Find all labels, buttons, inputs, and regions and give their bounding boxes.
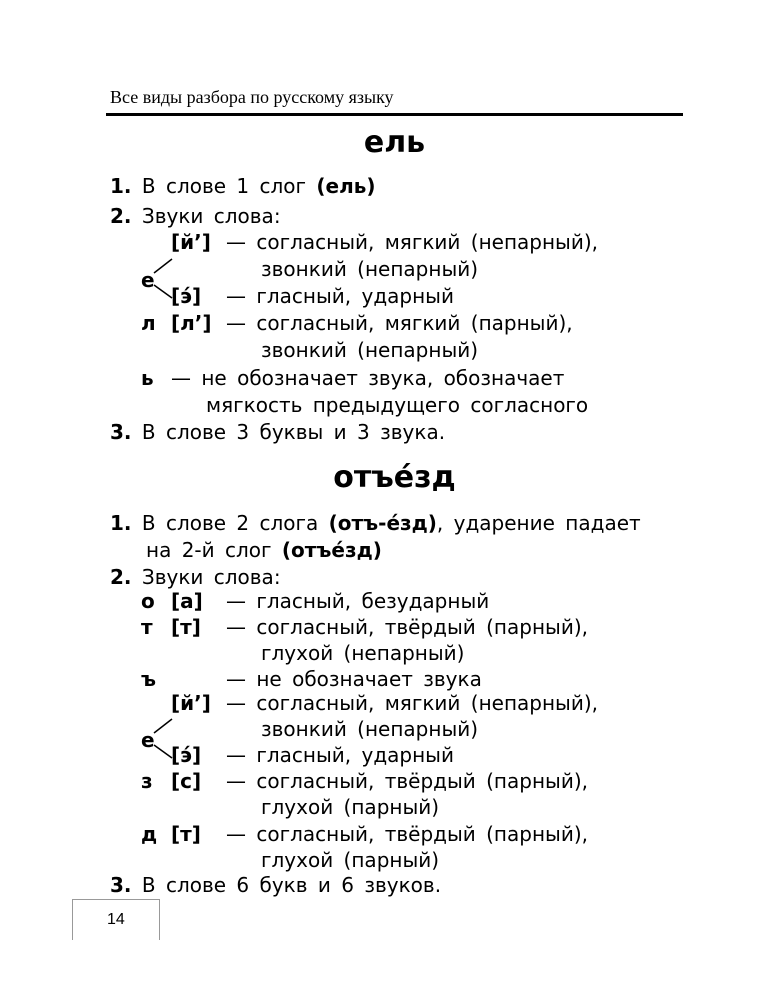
- w1-branch-up: [154, 259, 172, 273]
- w1-l-desc2: звонкий (непарный): [261, 338, 479, 362]
- w2-z-letter: з: [141, 769, 153, 793]
- w2-d-letter: д: [141, 822, 158, 846]
- w2-point-3-text: В слове 6 букв и 6 звуков.: [141, 873, 442, 897]
- word-title-otezd: отъе́зд: [333, 460, 456, 495]
- w1-point-1-bold: (ель): [316, 174, 376, 198]
- w1-e-j-desc2: звонкий (непарный): [261, 257, 479, 281]
- w2-o-desc: — гласный, безударный: [226, 589, 490, 613]
- w1-point-3-number: 3.: [110, 420, 132, 444]
- w1-e-letter: е: [141, 268, 155, 292]
- w2-e-e-sound: [э́]: [171, 743, 202, 767]
- w1-l-desc1: — согласный, мягкий (парный),: [226, 311, 573, 335]
- w2-d-sound: [т]: [171, 822, 201, 846]
- w2-branch-up: [154, 719, 172, 733]
- w2-z-sound: [с]: [171, 769, 202, 793]
- w1-e-j-desc1: — согласный, мягкий (непарный),: [226, 230, 599, 254]
- w2-point-1-line2-text: на 2-й слог: [146, 538, 282, 562]
- w2-e-e-desc: — гласный, ударный: [226, 743, 454, 767]
- w2-point-3-number: 3.: [110, 873, 132, 897]
- w1-soft-desc2: мягкость предыдущего согласного: [206, 393, 589, 417]
- word-title-el: ель: [363, 125, 426, 160]
- running-header: Все виды разбора по русскому языку: [110, 87, 394, 107]
- w2-d-desc2: глухой (парный): [261, 848, 440, 872]
- w1-e-e-sound: [э́]: [171, 284, 202, 308]
- w1-e-e-desc: — гласный, ударный: [226, 284, 454, 308]
- w2-e-j-desc2: звонкий (непарный): [261, 717, 479, 741]
- w1-branch-down: [154, 285, 172, 298]
- w2-t-sound: [т]: [171, 615, 201, 639]
- w2-z-desc2: глухой (парный): [261, 795, 440, 819]
- w1-soft-letter: ь: [141, 366, 154, 390]
- w2-t-desc2: глухой (непарный): [261, 641, 465, 665]
- w2-t-desc1: — согласный, твёрдый (парный),: [226, 615, 588, 639]
- w2-o-sound: [а]: [171, 589, 203, 613]
- page-number: 14: [107, 911, 125, 928]
- w1-point-1-number: 1.: [110, 174, 132, 198]
- w1-e-j-sound: [й’]: [171, 230, 211, 254]
- w1-point-1-text: В слове 1 слог: [141, 174, 317, 198]
- w2-e-j-sound: [й’]: [171, 691, 211, 715]
- w2-e-j-desc1: — согласный, мягкий (непарный),: [226, 691, 599, 715]
- w1-point-2-number: 2.: [110, 204, 132, 228]
- w2-branch-down: [154, 745, 172, 758]
- w1-l-sound: [л’]: [171, 311, 212, 335]
- w2-point-1-text-a: В слове 2 слога: [141, 511, 329, 535]
- w1-point-2-text: Звуки слова:: [141, 204, 281, 228]
- w2-z-desc1: — согласный, твёрдый (парный),: [226, 769, 588, 793]
- w2-e-letter: е: [141, 728, 155, 752]
- w2-point-2-text: Звуки слова:: [141, 565, 281, 589]
- w2-point-1-number: 1.: [110, 511, 132, 535]
- w2-point-1-bold: (отъ-е́зд): [328, 511, 437, 535]
- w2-hard-desc: — не обозначает звука: [226, 667, 482, 691]
- w2-o-letter: о: [141, 589, 155, 613]
- w2-point-1-text-b: , ударение падает: [436, 511, 641, 535]
- w1-soft-desc1: — не обозначает звука, обозначает: [171, 366, 565, 390]
- w2-point-1-line2-bold: (отъе́зд): [281, 538, 382, 562]
- w2-t-letter: т: [141, 615, 153, 639]
- w1-point-3-text: В слове 3 буквы и 3 звука.: [141, 420, 446, 444]
- w2-hard-letter: ъ: [141, 667, 157, 691]
- w2-point-2-number: 2.: [110, 565, 132, 589]
- w1-l-letter: л: [141, 311, 156, 335]
- w2-d-desc1: — согласный, твёрдый (парный),: [226, 822, 588, 846]
